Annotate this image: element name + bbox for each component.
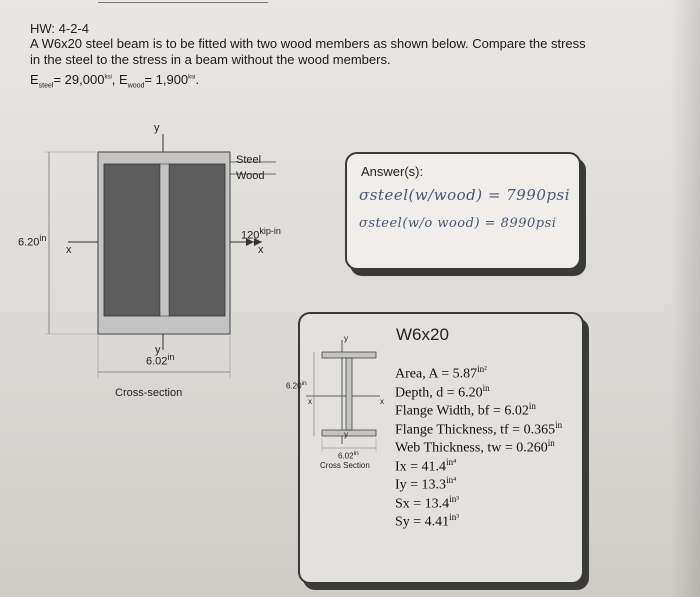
prop-sx: $Sx = 13.4^{in^3}$ [395,493,459,512]
legend-wood: Wood [236,170,265,182]
answer-without-wood: σsteel(w/o wood) = 8990psi [359,216,557,231]
y-axis-label: y [154,122,160,134]
hw-number: HW: 4-2-4 [30,21,89,36]
prop-ix: $Ix = 41.4^{in^4}$ [395,456,457,475]
wood-member-right [169,164,225,316]
answer-with-wood: σsteel(w/wood) = 7990psi [359,186,570,204]
answer-box [345,152,581,270]
x-axis-label-right: x [258,244,264,256]
props-heading: W6x20 [396,325,449,344]
prop-flange-width: Flange Width, bf = $6.02^{in}$ [395,401,536,419]
prop-flange-thickness: Flange Thickness, tf = $0.365^{in}$ [395,419,563,438]
prop-sy: $Sy = 4.41^{in^3}$ [395,512,459,530]
mini-x-label: x [308,397,312,406]
mini-width-label: $6.02^{in}$ [338,450,359,461]
problem-statement: A W6x20 steel beam is to be fitted with two wood members as shown below. Compare the stress in the steel to the stress in a beam without the wood members. [30,36,586,67]
steel-web [160,164,169,316]
prop-depth: Depth, $d = 6.20^{in}$ [395,382,490,401]
mini-depth-label: $6.20^{in}$ [286,380,307,391]
mini-x-label-right: x [380,397,384,406]
moduli-line: $E_{steel}= 29,000^{ksi}$, $E_{wood}= 1,900^{ksi}$. [30,72,200,90]
section-properties-box [286,312,584,584]
height-dimension: $6.20^{in}$ [18,233,47,249]
cross-section-caption: Cross-section [115,387,183,399]
mini-y-label-bottom: y [344,430,348,439]
wood-member-left [104,164,160,316]
x-axis-label: x [66,244,72,256]
mini-y-label: y [344,334,348,343]
mini-caption: Cross Section [320,461,370,470]
answer-heading: Answer(s): [361,164,424,179]
y-axis-label-bottom: y [155,344,161,356]
prop-web-thickness: Web Thickness, tw = $0.260^{in}$ [395,438,555,456]
prop-area: Area, $A = 5.87^{in^2}$ [395,364,487,382]
properties-list [395,360,563,530]
legend-steel: Steel [236,154,262,166]
prop-iy: $Iy = 13.3^{in^4}$ [395,475,457,493]
top-rule [98,2,268,3]
width-dimension: $6.02^{in}$ [146,352,175,368]
page-edge-shadow [670,0,700,597]
moment-label: $120^{kip-in}$ [241,226,281,242]
